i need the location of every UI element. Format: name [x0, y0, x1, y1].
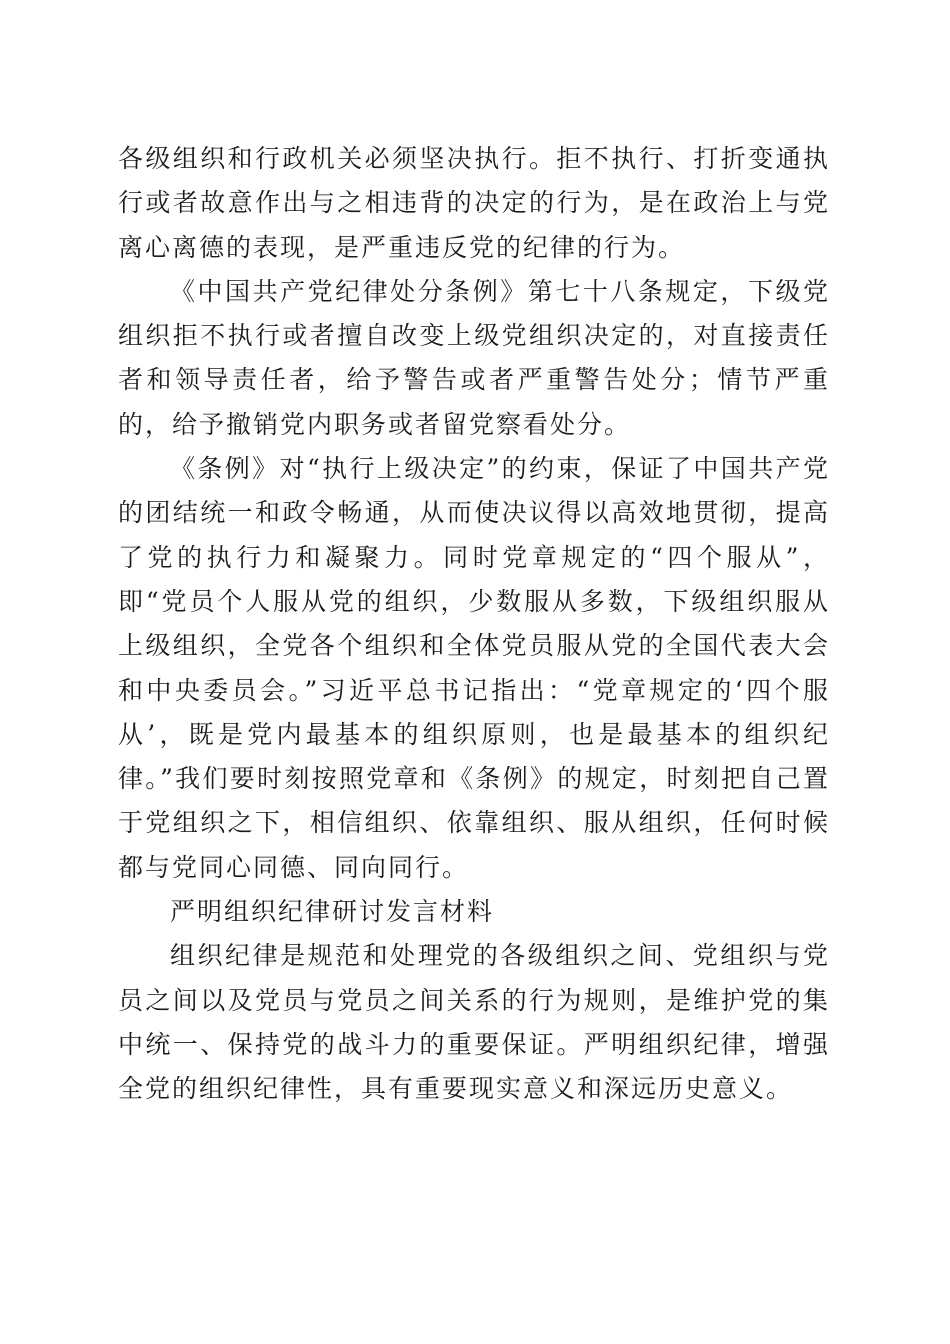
document-body: [118, 137, 830, 1112]
paragraph-organizational-discipline: 组织纪律是规范和处理党的各级组织之间、党组织与党员之间以及党员与党员之间关系的行为规则，是维护党的集中统一、保持党的战斗力的重要保证。严明组织纪律，增强全党的组织纪律性，具有重要现实意义和深远历史意义。: [118, 941, 830, 1104]
paragraph-four-obediences: 《条例》对“执行上级决定”的约束，保证了中国共产党的团结统一和政令畅通，从而使决议得以高效地贯彻，提高了党的执行力和凝聚力。同时党章规定的“四个服从”，即“党员个人服从党的组织，少数服从多数，下级组织服从上级组织，全党各个组织和全体党员服从党的全国代表大会和中央委员会。”习近平总书记指出：“党章规定的‘四个服从’，既是党内最基本的组织原则，也是最基本的组织纪律。”我们要时刻按照党章和《条例》的规定，时刻把自己置于党组织之下，相信组织、依靠组织、服从组织，任何时候都与党同心同德、同向同行。: [118, 454, 830, 882]
section-title: 严明组织纪律研讨发言材料: [170, 897, 495, 927]
paragraph-disciplinary-regulation: 《中国共产党纪律处分条例》第七十八条规定，下级党组织拒不执行或者擅自改变上级党组织决定的，对直接责任者和领导责任者，给予警告或者严重警告处分；情节严重的，给予撤销党内职务或者留党察看处分。: [118, 276, 830, 439]
paragraph-execution-requirement: 各级组织和行政机关必须坚决执行。拒不执行、打折变通执行或者故意作出与之相违背的决定的行为，是在政治上与党离心离德的表现，是严重违反党的纪律的行为。: [118, 144, 830, 262]
